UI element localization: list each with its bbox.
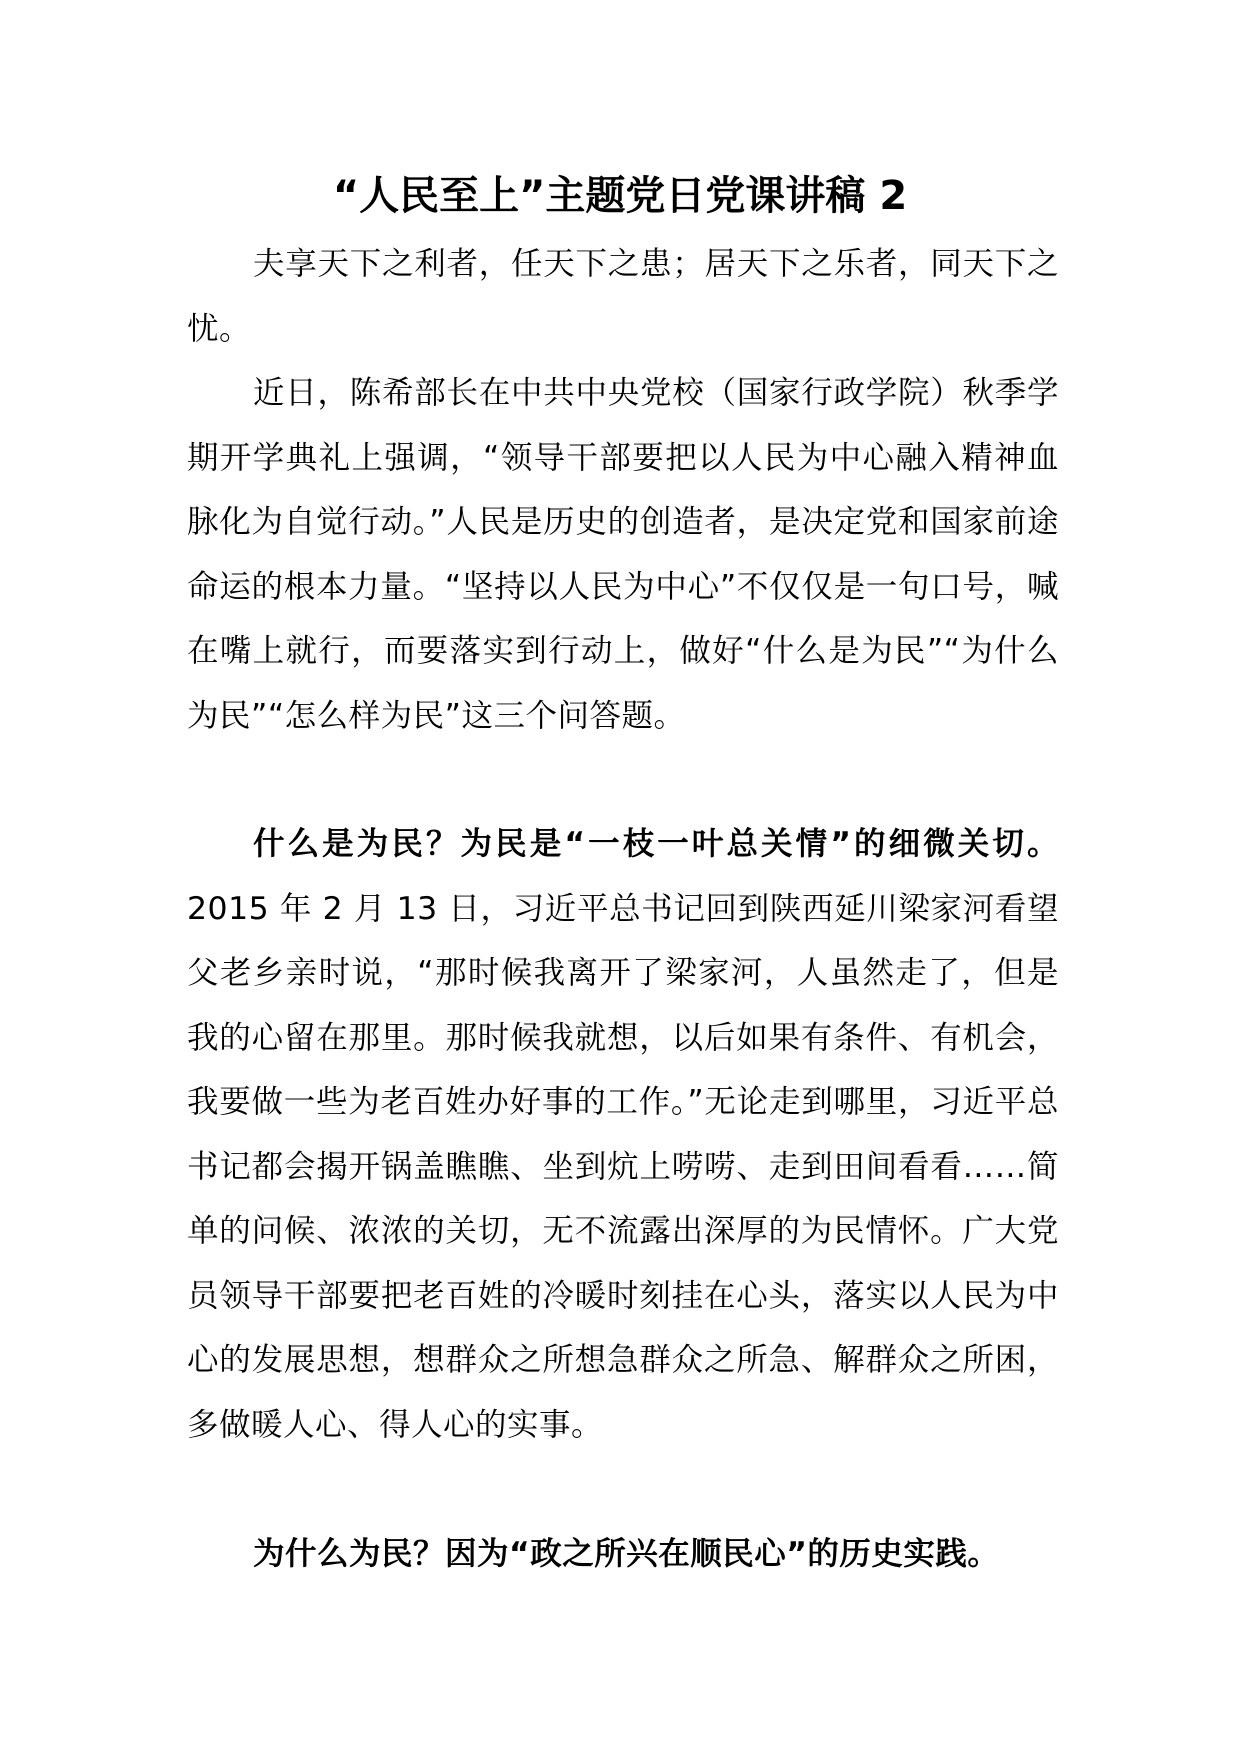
document-title: “人民至上”主题党日党课讲稿 2	[332, 173, 908, 219]
paragraph-2: 近日，陈希部长在中共中央党校（国家行政学院）秋季学期开学典礼上强调，“领导干部要把以人民为中心融入精神血脉化为自觉行动。”人民是历史的创造者，是决定党和国家前途命运的根本力量。“坚持以人民为中心”不仅仅是一句口号，喊在嘴上就行，而要落实到行动上，做好“什么是为民”“为什么为民”“怎么样为民”这三个问答题。	[187, 375, 1059, 734]
paragraph-4-lead: 为什么为民？因为“政之所兴在顺民心”的历史实践。	[253, 1536, 1000, 1572]
paragraph-1: 夫享天下之利者，任天下之患；居天下之乐者，同天下之忧。	[187, 246, 1059, 347]
paragraph-3	[187, 812, 1059, 1457]
paragraph-4	[187, 1522, 1059, 1587]
paragraph-3-text: 2015 年 2 月 13 日，习近平总书记回到陕西延川梁家河看望父老乡亲时说，“那时候我离开了梁家河，人虽然走了，但是我的心留在那里。那时候我就想，以后如果有条件、有机会，我要做一些为老百姓办好事的工作。”无论走到哪里，习近平总书记都会揭开锅盖瞧瞧、坐到炕上唠唠、走到田间看看……简单的问候、浓浓的关切，无不流露出深厚的为民情怀。广大党员领导干部要把老百姓的冷暖时刻挂在心头，落实以人民为中心的发展思想，想群众之所想急群众之所急、解群众之所困，多做暖人心、得人心的实事。	[187, 890, 1059, 1443]
paragraph-3-lead: 什么是为民？为民是“一枝一叶总关情”的细微关切。	[253, 826, 1059, 862]
